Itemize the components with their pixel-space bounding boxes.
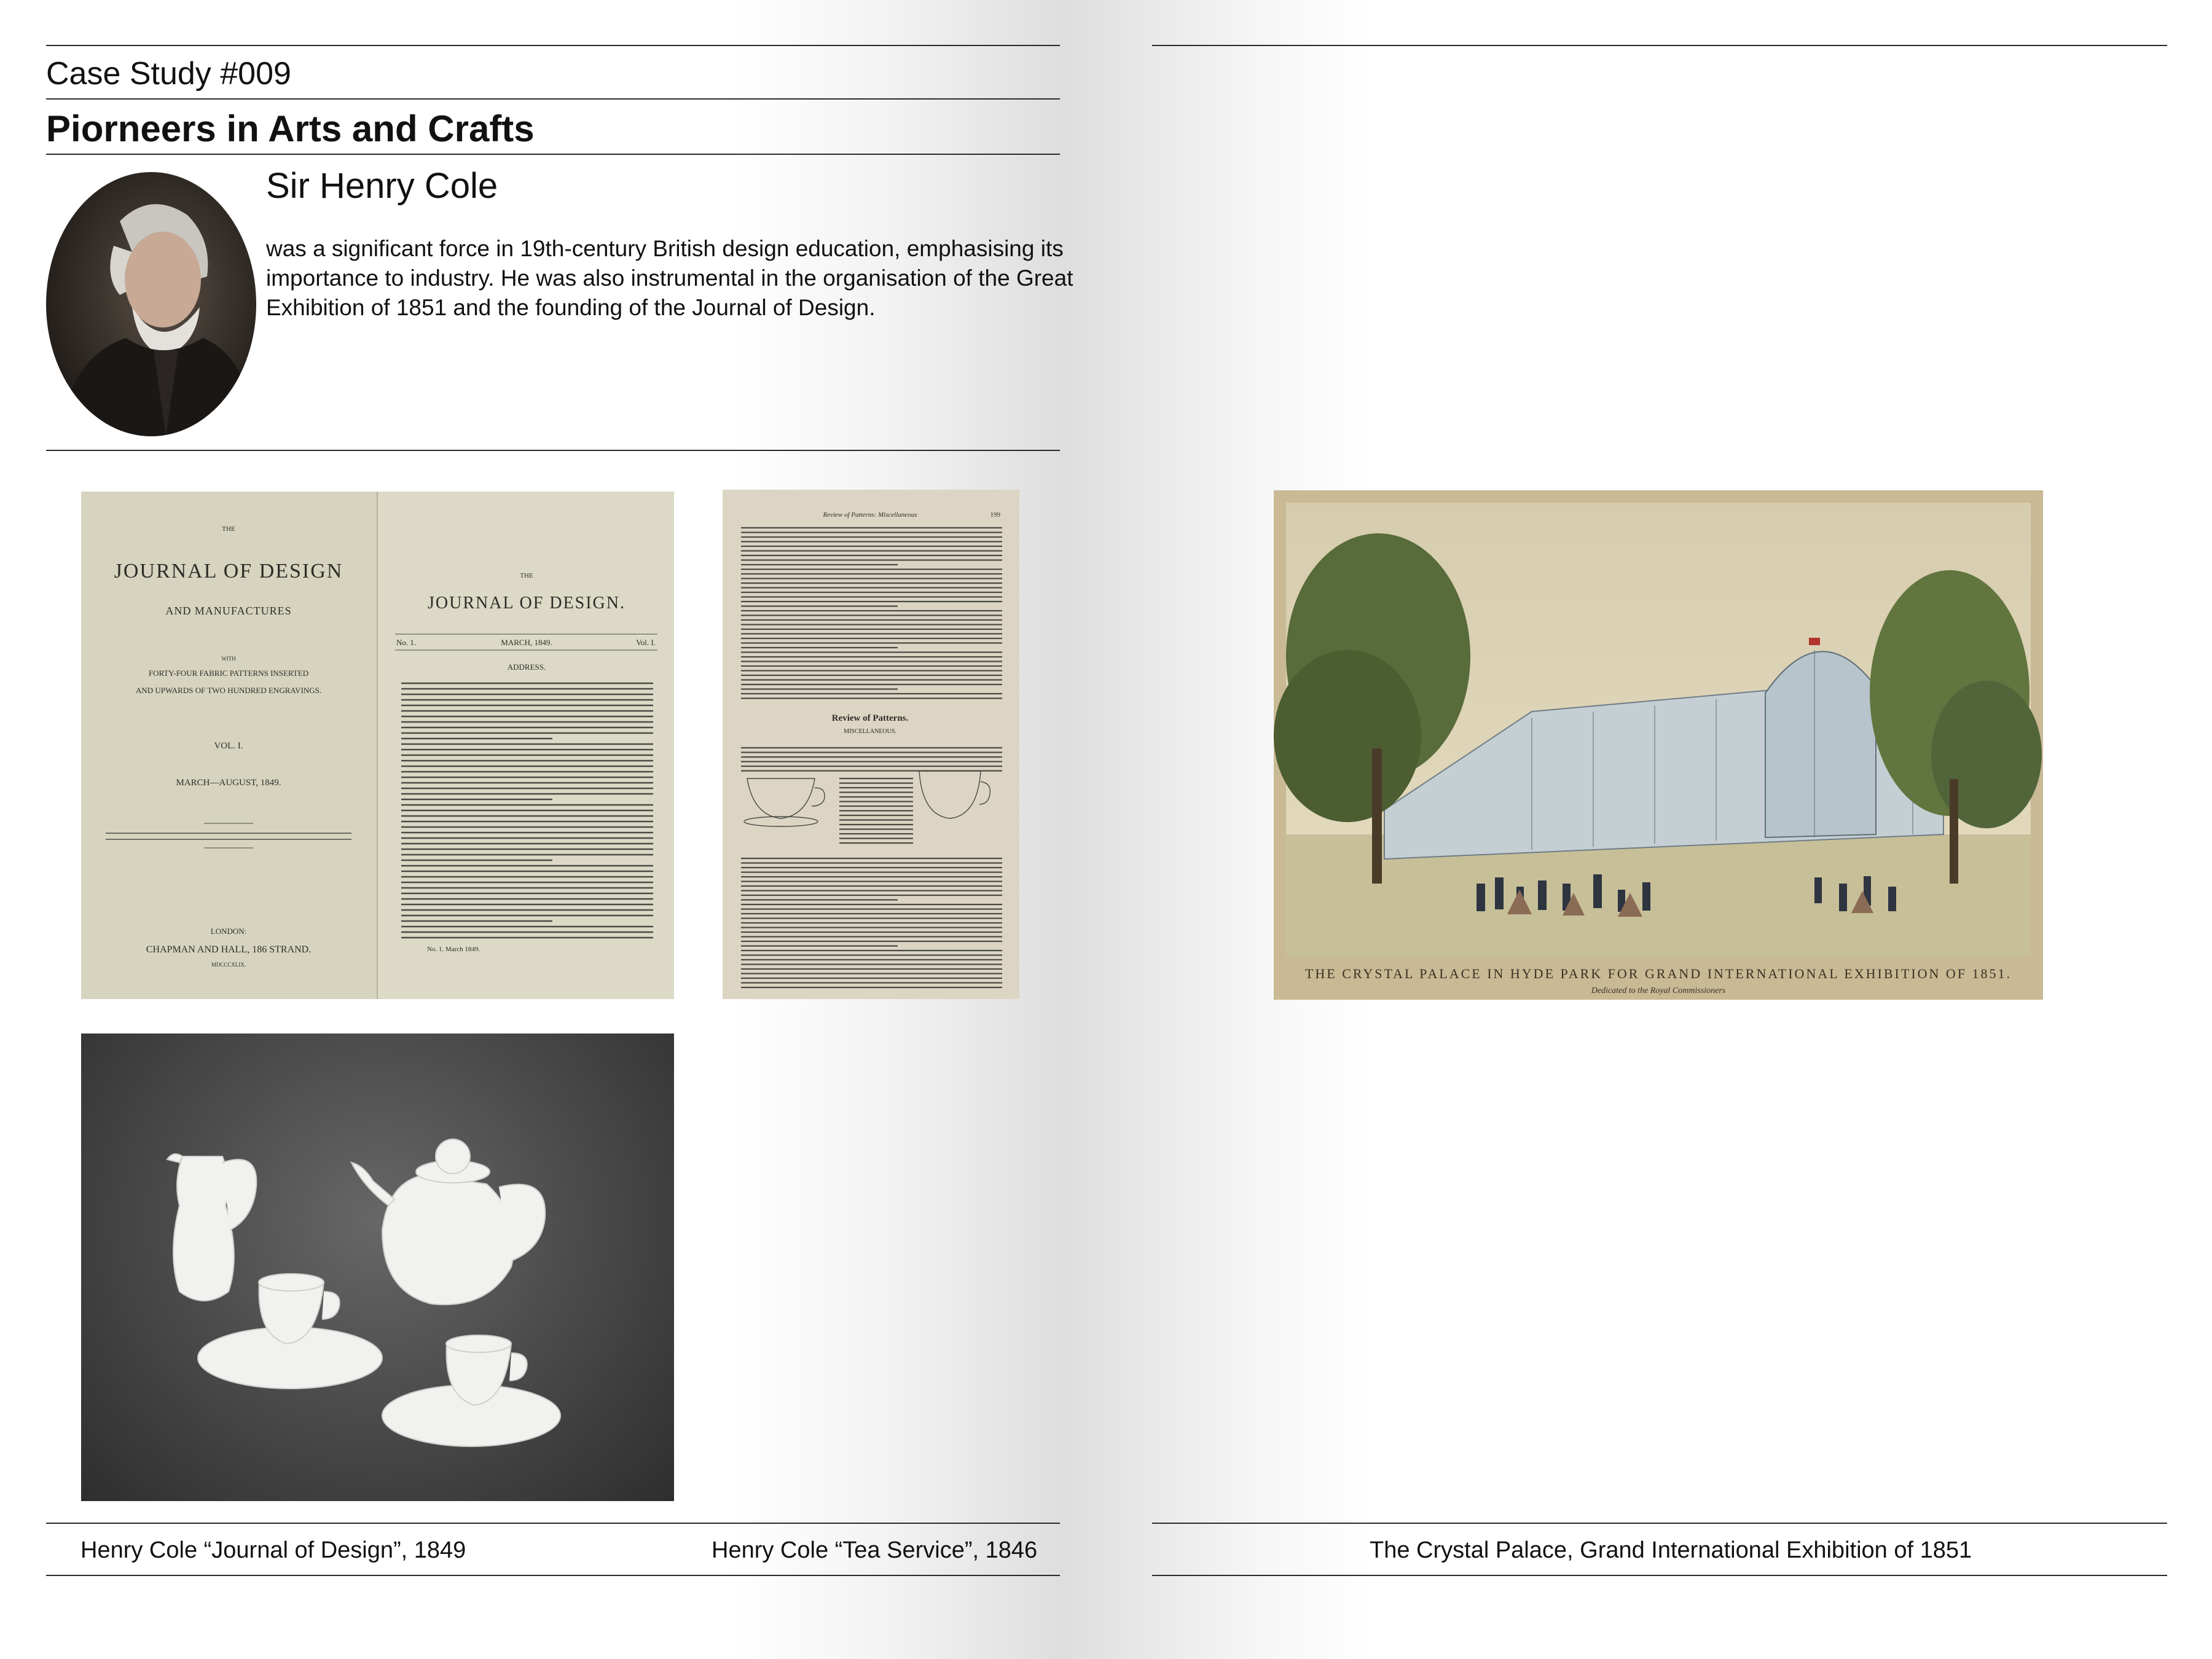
caption-tea-service: Henry Cole “Tea Service”, 1846 [712, 1537, 1038, 1563]
review-heading: Review of Patterns. [831, 713, 909, 723]
page-heading: ADDRESS. [507, 662, 546, 672]
print-title: THE CRYSTAL PALACE IN HYDE PARK FOR GRAND INTERNATIONAL EXHIBITION OF 1851. [1304, 966, 2012, 981]
page-date: MARCH, 1849. [501, 638, 552, 647]
review-header: Review of Patterns: Miscellaneous [823, 511, 917, 519]
person-name: Sir Henry Cole [266, 166, 498, 206]
bio-text: was a significant force in 19th-century British design education, emphasising its importance to industry. He was also instrumental in the organisation of the Great Exhibition of 1851 and the founding of the Journal of Design. [266, 236, 1073, 320]
journal-first-page [377, 492, 674, 999]
caption-journal: Henry Cole “Journal of Design”, 1849 [80, 1537, 466, 1563]
page-number: No. 1. [396, 638, 417, 647]
cover-volume: VOL. I. [214, 741, 243, 751]
cover-date: MARCH—AUGUST, 1849. [176, 778, 281, 788]
profile-bottom-rule [46, 450, 1060, 451]
cup-engravings [744, 771, 990, 826]
review-page-text [723, 490, 1019, 999]
case-study-label: Case Study #009 [46, 56, 291, 92]
cover-title: JOURNAL OF DESIGN [114, 560, 343, 582]
page-title: JOURNAL OF DESIGN. [428, 594, 626, 613]
tea-service-illustration [81, 1033, 674, 1501]
cover-the: THE [222, 525, 235, 533]
journal-cover-page [81, 492, 377, 999]
flag [1809, 638, 1820, 645]
cover-line2: AND UPWARDS OF TWO HUNDRED ENGRAVINGS. [135, 686, 322, 695]
cover-imprint: CHAPMAN AND HALL, 186 STRAND. [146, 944, 312, 955]
caption-rule-top-right [1152, 1523, 2167, 1524]
page-footer: No. 1. March 1849. [427, 946, 480, 953]
cover-imprint-city: LONDON: [210, 927, 247, 936]
page-volume: Vol. I. [636, 638, 656, 647]
cover-with: WITH [221, 656, 236, 662]
caption-rule-top-left [46, 1523, 1060, 1524]
cover-subtitle: AND MANUFACTURES [165, 605, 292, 617]
journal-of-design-image [81, 492, 674, 999]
crystal-palace-illustration [1274, 490, 2043, 1000]
top-rule-right [1152, 45, 2167, 46]
section-title: Piorneers in Arts and Crafts [46, 108, 535, 149]
crystal-palace-image [1274, 490, 2043, 1000]
portrait-image [46, 172, 256, 436]
title-rule-upper [46, 98, 1060, 100]
journal-cover-text [81, 492, 377, 999]
tea-service-image [81, 1033, 674, 1501]
journal-page-text [378, 492, 674, 999]
portrait-illustration [46, 172, 256, 436]
title-rule-lower [46, 154, 1060, 155]
cover-line1: FORTY-FOUR FABRIC PATTERNS INSERTED [148, 669, 309, 678]
cover-imprint-year: MDCCCXLIX. [211, 962, 246, 968]
top-rule-left [46, 45, 1060, 46]
caption-crystal-palace: The Crystal Palace, Grand International Exhibition of 1851 [1370, 1537, 1972, 1563]
page-the: THE [520, 572, 533, 579]
review-page-number: 199 [990, 511, 1000, 519]
print-dedication: Dedicated to the Royal Commissioners [1591, 986, 1726, 995]
review-of-patterns-image [723, 490, 1019, 999]
caption-rule-bottom-right [1152, 1575, 2167, 1576]
caption-rule-bottom-left [46, 1575, 1060, 1576]
review-subheading: MISCELLANEOUS. [844, 728, 896, 735]
